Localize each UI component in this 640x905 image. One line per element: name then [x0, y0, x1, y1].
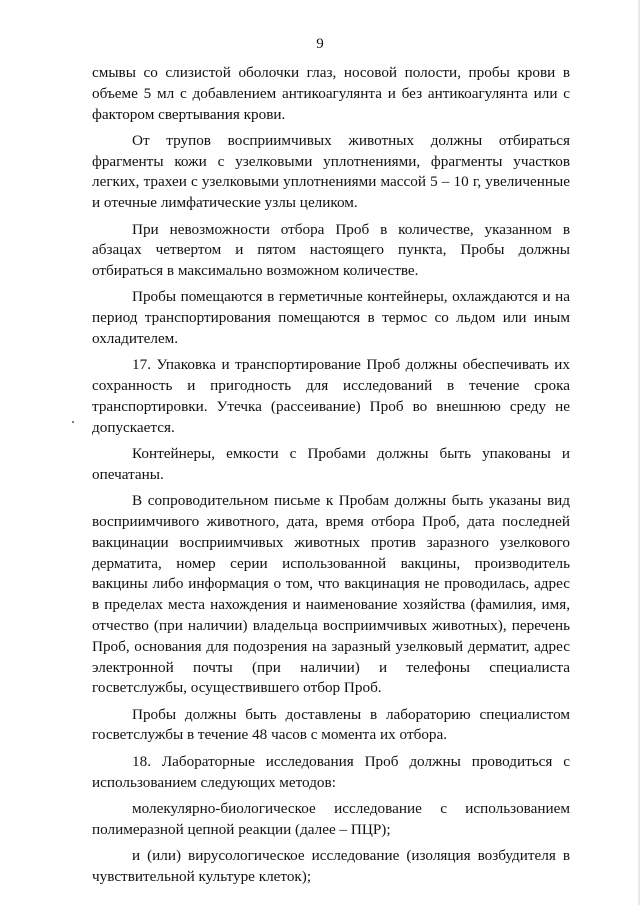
paragraph-max-quantity: При невозможности отбора Проб в количестве, указанном в абзацах четвертом и пятом настоящего пункта, Пробы должны отбираться в максимально возможном количестве.	[92, 220, 570, 280]
paragraph-containers-cooling: Пробы помещаются в герметичные контейнеры, охлаждаются и на период транспортирования помещаются в термос со льдом или иным охладителем.	[92, 288, 570, 348]
paragraph-item-17: 17. Упаковка и транспортирование Проб должны обеспечивать их сохранность и пригодность для исследований в течение срока транспортировки. Утечка (рассеивание) Проб во внешнюю среду не допускается.	[92, 356, 570, 436]
paragraph-item-18: 18. Лабораторные исследования Проб должны проводиться с использованием следующих методов:	[92, 752, 570, 791]
paragraph-virology-method: и (или) вирусологическое исследование (изоляция возбудителя в чувствительной культуре клеток);	[92, 846, 570, 885]
paragraph-samples-continued: смывы со слизистой оболочки глаз, носовой полости, пробы крови в объеме 5 мл с добавлением антикоагулянта и без антикоагулянта или с фактором свертывания крови.	[92, 64, 570, 123]
paragraph-cover-letter: В сопроводительном письме к Пробам должны быть указаны вид восприимчивого животного, дата, время отбора Проб, дата последней вакцинации восприимчивых животных против заразного узелкового дерматита, номер серии использованной вакцины, производитель вакцины либо информация о том, что вакцинация не проводилась, адрес в пределах места нахождения и наименование хозяйства (фамилия, имя, отчество (при наличии) владельца восприимчивых животных), перечень Проб, основания для подозрения на заразный узелковый дерматит, адрес электронной почты (при наличии) и телефоны специалиста госветслужбы, осуществившего отбор Проб.	[92, 492, 570, 697]
paragraph-pcr-method: молекулярно-биологическое исследование с использованием полимеразной цепной реакции (далее – ПЦР);	[92, 799, 570, 838]
paragraph-sealing: Контейнеры, емкости с Пробами должны быть упакованы и опечатаны.	[92, 445, 570, 483]
scan-margin-mark	[72, 421, 74, 423]
paragraph-carcass-samples: От трупов восприимчивых животных должны отбираться фрагменты кожи с узелковыми уплотнениями, фрагменты участков легких, трахеи с узелковыми уплотнениями массой 5 – 10 г, увеличенные и отечные лимфатические узлы целиком.	[92, 131, 570, 212]
paragraph-delivery: Пробы должны быть доставлены в лабораторию специалистом госветслужбы в течение 48 часов с момента их отбора.	[92, 705, 570, 744]
document-body	[92, 63, 570, 893]
page-number: 9	[316, 36, 324, 52]
